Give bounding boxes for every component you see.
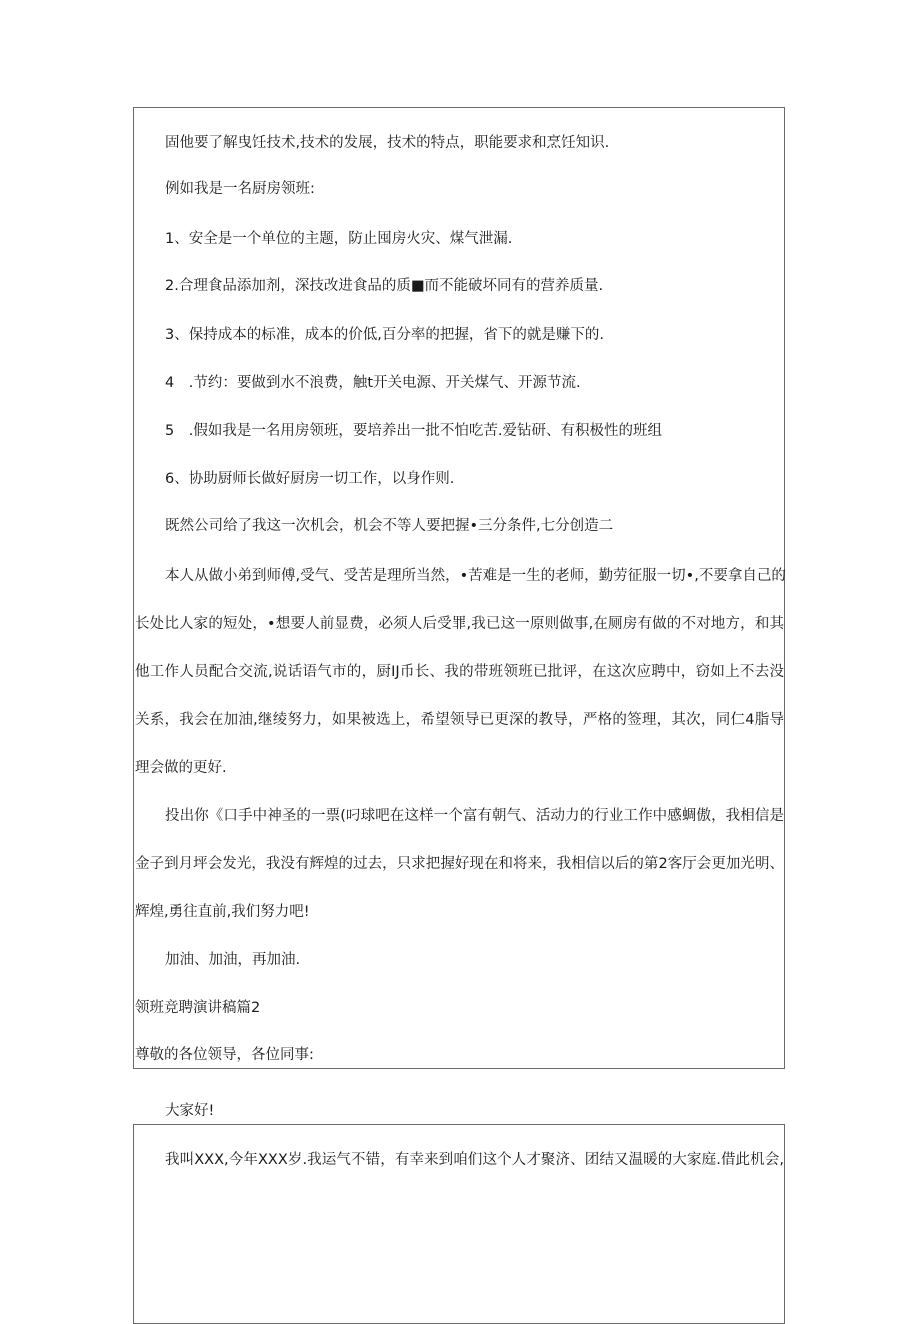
paragraph-experience-line: 他工作人员配合交流,说话语气市的，厨IJ币长、我的带班领班已批评，在这次应聘中，窃如上不去没 — [135, 664, 784, 680]
greeting: 大家好! — [165, 1103, 215, 1119]
list-item: 2.合理食品添加剂，深技改进食品的质■而不能破坏同有的营养质量. — [165, 278, 604, 294]
text-frame-top — [133, 107, 785, 1069]
paragraph-vote-line: 金子到月坪会发光，我没有辉煌的过去，只求把握好现在和将来，我相信以后的第2客厅会更加光明、 — [135, 856, 784, 872]
paragraph-experience-line: 理会做的更好. — [135, 760, 227, 776]
salutation: 尊敬的各位领导，各位同事: — [135, 1047, 314, 1063]
list-item: 3、保持成本的标准，成本的价低,百分率的把握，省下的就是赚下的. — [165, 327, 604, 343]
paragraph-experience-line: 本人从做小弟到师傅,受气、受苦是理所当然，•苦难是一生的老师，勤劳征服一切•,不要拿自己的 — [165, 568, 786, 584]
list-item: 5 .假如我是一名用房领班，要培养出一批不怕吃苦.爱钻研、有积极性的班组 — [165, 423, 662, 439]
list-item: 1、安全是一个单位的主题，防止囤房火灾、煤气泄漏. — [165, 231, 513, 247]
paragraph-experience-line: 关系，我会在加油,继绫努力，如果被选上，希望领导已更深的教导，严格的签理，其次，同仁4脂导 — [135, 712, 784, 728]
paragraph-cheer: 加油、加油，再加油. — [165, 952, 301, 968]
paragraph-cooking-knowledge: 固他要了解曳饪技术,技术的发展，技术的特点，职能要求和烹饪知识. — [165, 135, 610, 151]
list-item: 4 .节约：要做到水不浪费，触t开关电源、开关煤气、开源节流. — [165, 375, 581, 391]
paragraph-example: 例如我是一名厨房领班: — [165, 181, 315, 197]
paragraph-vote-line: 辉煌,勇往直前,我们努力吧! — [135, 904, 310, 920]
paragraph-vote-line: 投出你《口手中神圣的一票(叼球吧在这样一个富有朝气、活动力的行业工作中感蜩傲，我相信是 — [165, 808, 784, 824]
paragraph-experience-line: 长处比人家的短处，•想要人前显费，必须人后受罪,我已这一原则做事,在厕房有做的不对地方，和其 — [135, 616, 784, 632]
list-item: 6、协助厨师长做好厨房一切工作，以身作则. — [165, 471, 455, 487]
section-heading: 领班竞聘演讲稿篇2 — [135, 1000, 261, 1016]
paragraph-intro: 我叫XXX,今年XXX岁.我运气不错，有幸来到咱们这个人才聚济、团结又温暖的大家庭.借此机会, — [165, 1152, 784, 1168]
paragraph-opportunity: 既然公司给了我这一次机会，机会不等人要把握•三分条件,七分创造二 — [165, 518, 614, 534]
